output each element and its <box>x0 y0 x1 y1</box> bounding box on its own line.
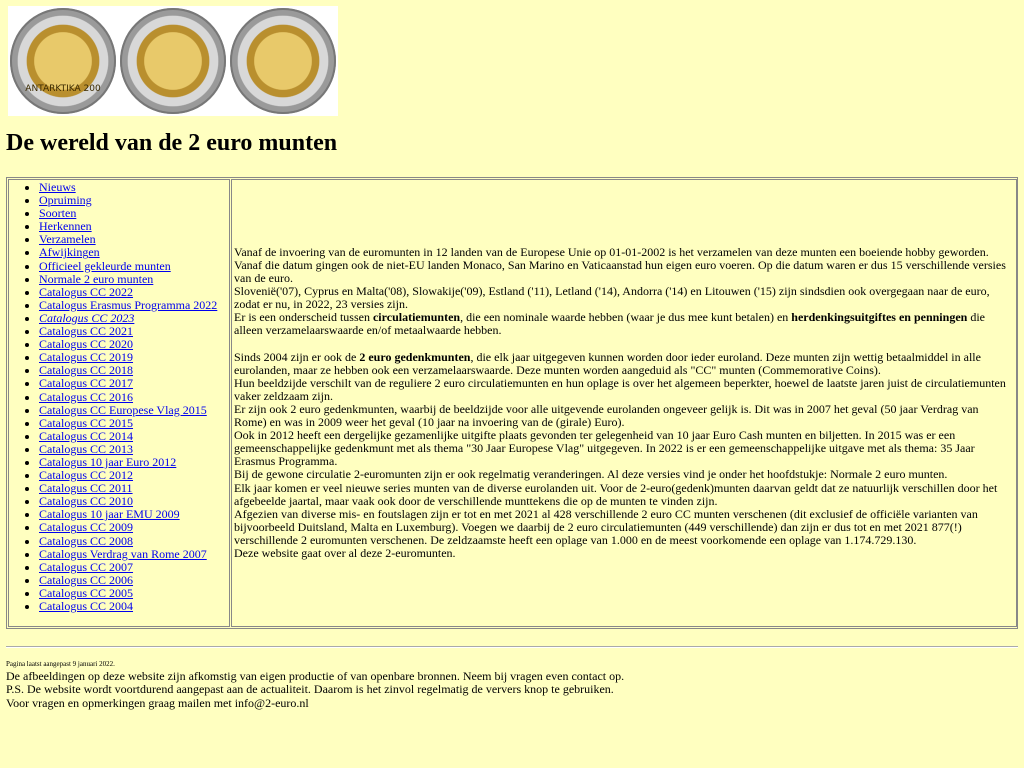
yearly-series-paragraph: Elk jaar komen er veel nieuwe series munten van de diverse eurolanden uit. Voor de 2-euro(gedenk)munten daarvan geldt dat ze natuurlijk verschillen door het afgebeelde jaartal, maar vaak ook door de verschillende munttekens die op de munten te vinden zijn. <box>234 480 998 508</box>
bold-herdenking: herdenkingsuitgiftes en penningen <box>791 310 968 325</box>
nav-link[interactable]: Catalogus CC 2013 <box>39 441 134 456</box>
common-2012-paragraph: Ook in 2012 heeft een dergelijke gezamenlijke uitgifte plaats gevonden ter gelegenheid van 10 jaar Euro Cash munten en biljetten. In 2015 was er een gemeenschappelijke gedenkmunt met als thema "30 Jaar Europese Vlag" uitgegeven. In 2022 is er een gemeenschappelijke uitgave met als thema: 35 Jaar Erasmus Programma. <box>234 428 975 469</box>
nav-link[interactable]: Catalogus CC 2015 <box>39 415 134 430</box>
nav-link[interactable]: Catalogus CC 2006 <box>39 572 134 587</box>
footer-divider <box>6 646 1018 648</box>
nav-link[interactable]: Catalogus CC 2022 <box>39 284 134 299</box>
nav-link[interactable]: Catalogus CC 2009 <box>39 520 134 535</box>
sidebar-nav <box>8 179 230 627</box>
closing-paragraph: Deze website gaat over al deze 2-euromunten. <box>234 545 456 560</box>
nav-link[interactable]: Catalogus Verdrag van Rome 2007 <box>39 546 207 561</box>
footer-line-2: P.S. De website wordt voortdurend aangepast aan de actualiteit. Daarom is het zinvol regelmatig de ververs knop te gebruiken. <box>6 682 614 697</box>
circulation-changes-paragraph: Bij de gewone circulatie 2-euromunten zijn er ook regelmatig veranderingen. Al deze versies vind je onder het hoofdstukje: Normale 2 euro munten. <box>234 467 948 482</box>
coin-helmet-icon <box>120 8 226 114</box>
nav-link[interactable]: Soorten <box>39 206 77 221</box>
countries-paragraph: Slovenië('07), Cyprus en Malta('08), Slowakije('09), Estland ('11), Letland ('14), Andorra ('14) en Litouwen ('15) zijn sindsdien ook overgegaan naar de euro, zodat er nu, in 2022, 23 versies zijn. <box>234 284 990 312</box>
nav-link[interactable]: Catalogus CC 2019 <box>39 350 134 365</box>
nav-link[interactable]: Catalogus CC 2004 <box>39 599 134 613</box>
nav-link[interactable]: Verzamelen <box>39 232 96 247</box>
nav-link[interactable]: Opruiming <box>39 193 92 208</box>
page-title: De wereld van de 2 euro munten <box>6 130 338 156</box>
bold-circulatiemunten: circulatiemunten <box>372 310 461 325</box>
nav-link[interactable]: Catalogus CC 2016 <box>39 389 134 404</box>
nav-link[interactable]: Catalogus CC 2007 <box>39 559 134 574</box>
nav-link[interactable]: Catalogus CC 2020 <box>39 337 134 352</box>
main-content <box>231 179 1017 627</box>
gedenkmunten-paragraph: Sinds 2004 zijn er ook de 2 euro gedenkmunten, die elk jaar uitgegeven kunnen worden door ieder euroland. Deze munten zijn wettig betaalmiddel in alle eurolanden, maar ze hebben ook een verzamelaarswaarde. Deze munten worden aangeduid als "CC" munten (Commemorative Coins). <box>234 349 981 377</box>
nav-link[interactable]: Catalogus CC 2021 <box>39 324 134 339</box>
nav-link[interactable]: Herkennen <box>39 219 92 234</box>
counts-paragraph: Afgezien van diverse mis- en foutslagen zijn er tot en met 2021 al 428 verschillende 2 euro CC munten verschenen (dit exclusief de officiële varianten van bijvoorbeeld Duitsland, Malta en Luxemburg). Voegen we daarbij de 2 euro circulatiemunten (449 verschillende) dan zijn er dus tot en met 2021 877(!) verschillende 2 euromunten verschenen. De zeldzaamste heeft een oplage van 1.000 en de meest voorkomende een oplage van 1.174.729.130. <box>234 506 978 547</box>
nav-link[interactable]: Catalogus CC 2012 <box>39 468 134 483</box>
common-issue-paragraph: Er zijn ook 2 euro gedenkmunten, waarbij de beeldzijde voor alle uitgevende eurolanden ongeveer gelijk is. Dit was in 2007 het geval (50 jaar Verdrag van Rome) en was in 2009 weer het geval (10 jaar na invoering van de (girale) Euro). <box>234 401 979 430</box>
nav-link[interactable]: Catalogus CC 2005 <box>39 585 134 600</box>
nav-link[interactable]: Catalogus CC 2008 <box>39 533 134 548</box>
footer <box>6 670 624 710</box>
nav-link[interactable]: Catalogus CC 2010 <box>39 494 134 509</box>
coin-banner <box>8 6 338 116</box>
nav-link[interactable]: Afwijkingen <box>39 245 100 260</box>
last-updated: Pagina laatst aangepast 9 januari 2022. <box>6 660 115 668</box>
nav-link[interactable]: Catalogus CC 2014 <box>39 428 134 443</box>
nav-list <box>9 181 229 613</box>
nav-link[interactable]: Catalogus CC 2018 <box>39 363 134 378</box>
footer-line-1: De afbeeldingen op deze website zijn afkomstig van eigen productie of van openbare bronnen. Neem bij vragen even contact op. <box>6 669 625 683</box>
coin-flower-icon <box>230 8 336 114</box>
nav-link[interactable]: Catalogus Erasmus Programma 2022 <box>39 297 218 312</box>
coin-ship-icon <box>10 8 116 114</box>
footer-line-3: Voor vragen en opmerkingen graag mailen met info@2-euro.nl <box>6 695 309 710</box>
beeldzijde-paragraph: Hun beeldzijde verschilt van de reguliere 2 euro circulatiemunten en hun oplage is over het algemeen beperkter, hoewel de laatste jaren juist de circulatiemunten vaker zeldzaam zijn. <box>234 375 1006 403</box>
nav-item <box>39 600 229 613</box>
nav-link[interactable]: Catalogus CC Europese Vlag 2015 <box>39 402 207 417</box>
bold-gedenkmunten: 2 euro gedenkmunten <box>359 349 471 364</box>
nav-link[interactable]: Catalogus 10 jaar EMU 2009 <box>39 507 180 522</box>
nav-link[interactable]: Catalogus CC 2017 <box>39 376 134 391</box>
distinction-paragraph: Er is een onderscheid tussen circulatiemunten, die een nominale waarde hebben (waar je dus mee kunt betalen) en herdenkingsuitgiftes en penningen die alleen verzamelaarswaarde en/of metaalwaarde hebben. <box>234 310 985 338</box>
nav-link[interactable]: Catalogus 10 jaar Euro 2012 <box>39 454 177 469</box>
nav-link[interactable]: Normale 2 euro munten <box>39 271 154 286</box>
nav-link[interactable]: Catalogus CC 2023 <box>39 310 135 325</box>
nav-link[interactable]: Officieel gekleurde munten <box>39 258 171 273</box>
intro-paragraph: Vanaf de invoering van de euromunten in 12 landen van de Europese Unie op 01-01-2002 is het verzamelen van deze munten een boeiende hobby geworden. Vanaf die datum gingen ook de niet-EU landen Monaco, San Marino en Vaticaanstad hun eigen euro voeren. Op die datum waren er dus 15 verschillende versies van de euro. <box>234 244 1006 286</box>
nav-link[interactable]: Catalogus CC 2011 <box>39 481 133 496</box>
coin-text: ANTARKTIKA 200 <box>25 84 101 94</box>
nav-link[interactable]: Nieuws <box>39 180 76 194</box>
